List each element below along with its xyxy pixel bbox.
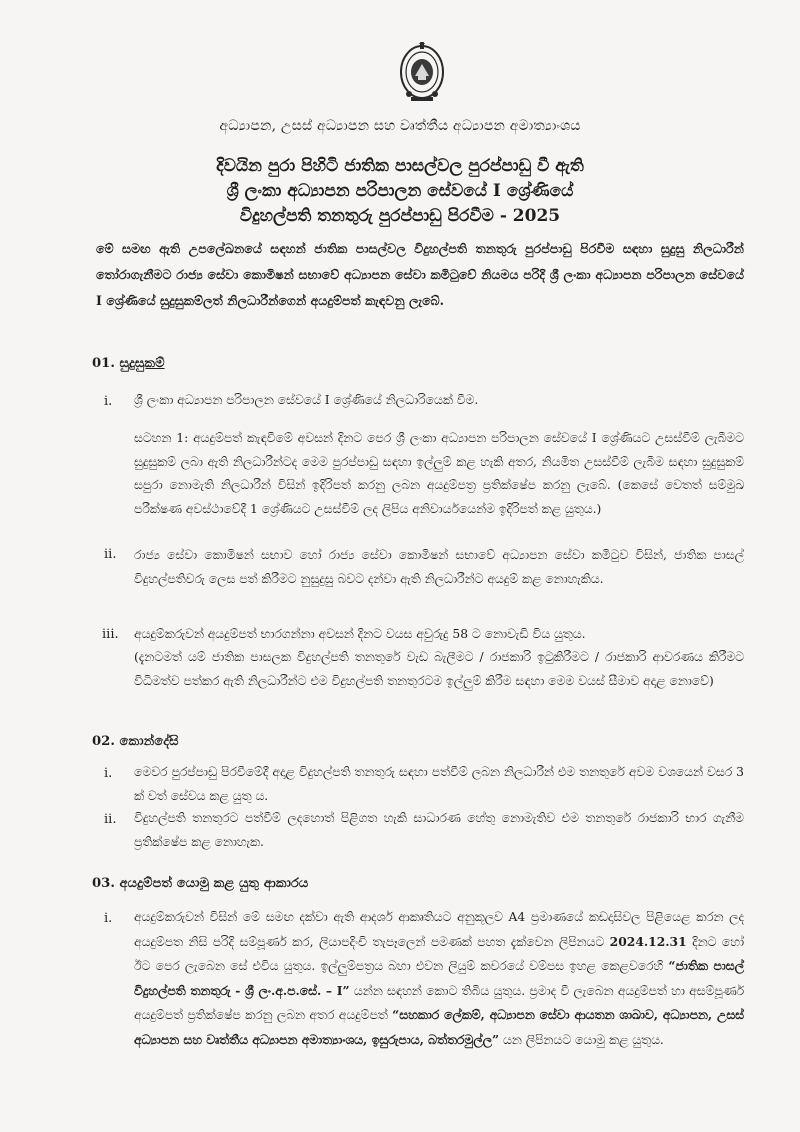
section-number: 03. — [92, 876, 115, 891]
section-title: සුදුසුකම් — [119, 356, 165, 371]
application-text-d: යන ලිපිනයට යොමු කළ යුතුය. — [499, 1032, 664, 1047]
item-number: iii. — [102, 627, 119, 642]
section-02-heading — [92, 734, 179, 749]
application-text-b: දිනට හෝ ඊට පෙර ලැබෙන සේ එවිය යුතුය. ඉල්ලුම්පත්‍රය බහා එවන ලියුම් කවරයේ වම්පස ඉහළ කෙළවරෙහි — [134, 934, 744, 973]
item-number: i. — [104, 394, 113, 409]
section-title: අයදුම්පත් යොමු කළ යුතු ආකාරය — [119, 876, 309, 891]
application-text-a: අයදුම්කරුවන් විසින් මේ සමඟ දක්වා ඇති ආදර්ශ ආකෘතියට අනුකූලව A4 ප්‍රමාණයේ කඩදාසිවල පිළියෙළ කරන ලද අයදුම්පත නිසි පරිදි සම්පූර්ණ කර, ලියාපදිංචි තැපෑලෙන් පමණක් පහත දැක්වෙන ලිපිනයට — [134, 910, 744, 949]
section-number: 01. — [92, 356, 115, 371]
condition-item-1: මෙවර පුරප්පාඩු පිරවීමේදී අදාළ විදුහල්පති තනතුරු සඳහා පත්වීම් ලබන නිලධාරීන් එම තනතුරේ අවම වශයෙන් වසර 3 ක් වත් සේවය කළ යුතු ය. — [134, 765, 744, 803]
qualification-item-3-note: (දැනටමත් යම් ජාතික පාසලක විදුහල්පති තනතුරේ වැඩ බැලීමට / රාජකාරි ඉටුකිරීමට / රාජකාරි ආවරණය කිරීමට විධිමත්ව පත්කර ඇති නිලධාරීන්ට එම විදුහල්පති තනතුරටම ඉල්ලුම් කිරීම සඳහා මෙම වයස් සීමාව අදාළ නොවේ) — [134, 650, 745, 688]
national-emblem-icon — [397, 42, 447, 104]
item-number: ii. — [104, 547, 117, 562]
application-text-c: යන්න සඳහන් කොට තිබිය යුතුය. ප්‍රමාද වී ලැබෙන අයදුම්පත් හා අසම්පූර්ණ අයදුම්පත් ප්‍රතික්ෂේප කරනු ලබන අතර අයදුම්පත් — [134, 983, 744, 1022]
qualification-item-1: ශ්‍රී ලංකා අධ්‍යාපන පරිපාලන සේවයේ I ශ්‍රේණියේ නිලධාරියෙක් වීම. — [134, 393, 479, 407]
qualification-item-3: අයදුම්කරුවන් අයදුම්පත් භාරගන්නා අවසන් දිනට වයස අවුරුදු 58 ට නොවැඩි විය යුතුය. — [134, 627, 586, 641]
ministry-name: අධ්‍යාපන, උසස් අධ්‍යාපන සහ වෘත්තීය අධ්‍යාපන අමාත්‍යාංශය — [219, 118, 581, 134]
title-line-3: විදුහල්පති තනතුරු පුරප්පාඩු පිරවීම - 2025 — [239, 206, 561, 226]
section-number: 02. — [92, 734, 115, 749]
note-1: සටහන 1: අයදුම්පත් කැඳවීමේ අවසන් දිනට පෙර ශ්‍රී ලංකා අධ්‍යාපන පරිපාලන සේවයේ I ශ්‍රේණියට උසස්වීම් ලැබීමට සුදුසුකම් ලබා ඇති නිලධාරීන්ටද මෙම පුරප්පාඩු සඳහා ඉල්ලුම් කළ හැකි අතර, නියමිත උසස්වීම් ලැබීම සඳහා සුදුසුකම් සපුරා නොමැති නිලධාරීන් විසින් ඉදිරිපත් කරනු ලබන අයදුම්පත්‍ර ප්‍රතික්ෂේප කරනු ලැබේ. (කෙසේ වෙතත් සම්මුඛ පරීක්ෂණ අවස්ථාවේදී 1 ශ්‍රේණියට උසස්වීම් ලද ලිපිය අනිවාර්යයෙන්ම ඉදිරිපත් කළ යුතුය.) — [134, 431, 744, 516]
postal-address: “සහකාර ලේකම්, අධ්‍යාපන සේවා ආයතන ශාඛාව, අධ්‍යාපන, උසස් අධ්‍යාපන සහ වෘත්තීය අධ්‍යාපන අමාත්‍යාංශය, ඉසුරුපාය, බත්තරමුල්ල” — [134, 1007, 745, 1047]
item-number: i. — [104, 911, 113, 926]
section-03-heading — [92, 876, 308, 891]
section-01-heading — [92, 356, 165, 371]
envelope-label: “ජාතික පාසල් විදුහල්පති තනතුරු - ශ්‍රී ලං.අ.ප.සේ. – I” — [134, 958, 744, 998]
application-item-1 — [134, 906, 744, 1052]
qualification-item-2: රාජ්‍ය සේවා කොමිෂන් සභාව හෝ රාජ්‍ය සේවා කොමිෂන් සභාවේ අධ්‍යාපන සේවා කමිටුව විසින්, ජාතික පාසල් විදුහල්පතිවරු ලෙස පත් කිරීමට නුසුදුසු බවට දන්වා ඇති නිලධාරීන්ට අයදුම් කළ නොහැකිය. — [134, 548, 744, 586]
item-number: ii. — [104, 812, 117, 827]
item-number: i. — [104, 766, 113, 781]
closing-date: 2024.12.31 — [609, 933, 687, 949]
title-line-2: ශ්‍රී ලංකා අධ්‍යාපන පරිපාලන සේවයේ I ශ්‍රේණියේ — [226, 181, 574, 201]
section-title: කොන්දේසි — [119, 734, 179, 749]
condition-item-2: විදුහල්පති තනතුරට පත්වීම් ලදහොත් පිළිගත හැකි සාධාරණ හේතු නොමැතිව එම තනතුරේ රාජකාරි භාර ගැනීම ප්‍රතික්ෂේප කළ නොහැක. — [134, 811, 744, 849]
intro-paragraph: මේ සමඟ ඇති උපලේඛනයේ සඳහන් ජාතික පාසල්වල විදුහල්පති තනතුරු පුරප්පාඩු පිරවීම සඳහා සුදුසු නිලධාරීන් තෝරාගැනීමට රාජ්‍ය සේවා කොමිෂන් සභාවේ අධ්‍යාපන සේවා කමිටුවේ නියමය පරිදි ශ්‍රී ලංකා අධ්‍යාපන පරිපාලන සේවයේ I ශ්‍රේණියේ සුදුසුකම්ලත් නිලධාරීන්ගෙන් අයදුම්පත් කැඳවනු ලැබේ. — [96, 241, 744, 308]
title-line-1: දිවයින පුරා පිහිටි ජාතික පාසල්වල පුරප්පාඩු වී ඇති — [216, 156, 584, 176]
